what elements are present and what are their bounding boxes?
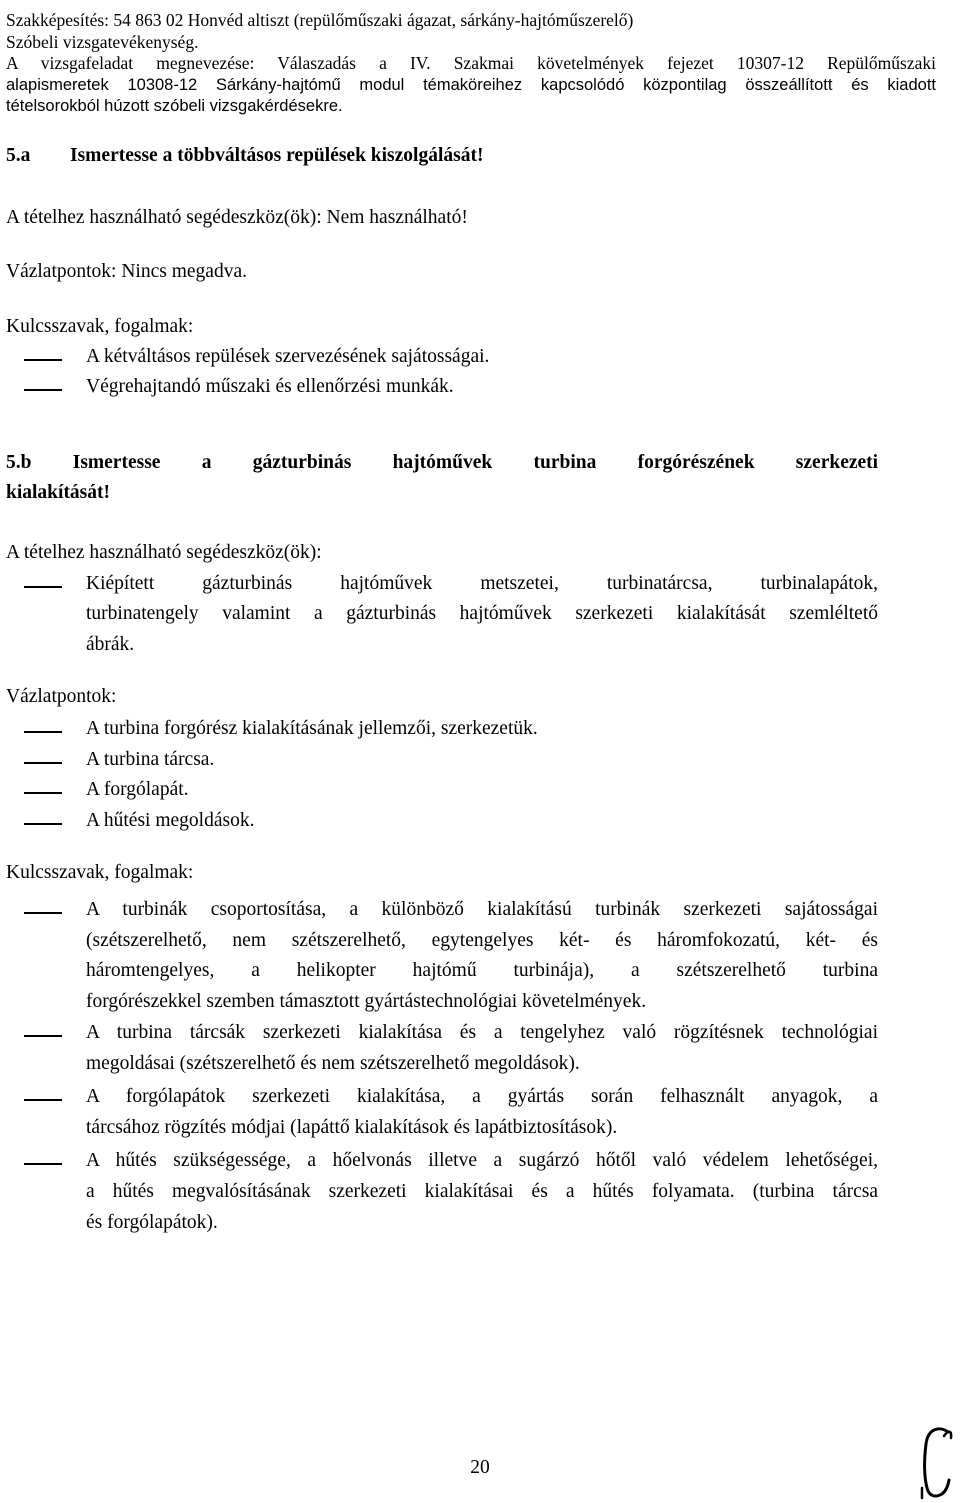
- section-a-tools: A tételhez használható segédeszköz(ök): Nem használható!: [6, 207, 468, 228]
- dash-bullet: [24, 792, 62, 794]
- section-b-outline-item: A forgólapát.: [86, 779, 189, 800]
- section-b-tools-line: turbinatengely valamint a gázturbinás hajtóművek szerkezeti kialakítását szemléltető: [86, 603, 878, 624]
- section-a-title: [6, 145, 878, 167]
- section-b-tools-line: Kiépített gázturbinás hajtóművek metszetei, turbinatárcsa, turbinalapátok,: [86, 573, 878, 594]
- section-b-title-word: turbina: [533, 452, 597, 473]
- document-header: [6, 10, 936, 118]
- section-b-keyword-line: A turbinák csoportosítása, a különböző kialakítású turbinák szerkezeti sajátosságai: [86, 899, 878, 920]
- section-b-number: 5.b: [6, 452, 32, 473]
- section-b-keyword-line: a hűtés megvalósításának szerkezeti kialakításai és a hűtés folyamata. (turbina tárcsa: [86, 1181, 878, 1202]
- section-a-keyword-item: Végrehajtandó műszaki és ellenőrzési munkák.: [86, 376, 454, 397]
- dash-bullet: [24, 1035, 62, 1037]
- dash-bullet: [24, 1099, 62, 1101]
- header-task-line2: alapismeretek 10308-12 Sárkány-hajtómű modul témaköreihez kapcsolódó központilag összeállított és kiadott: [6, 75, 936, 94]
- section-b-keywords-label: Kulcsszavak, fogalmak:: [6, 862, 194, 883]
- section-b-outline-item: A turbina forgórész kialakításának jellemzői, szerkezetük.: [86, 718, 538, 739]
- dash-bullet: [24, 359, 62, 361]
- section-b-keyword-line: forgórészekkel szemben támasztott gyártástechnológiai követelmények.: [86, 991, 647, 1012]
- section-a-keywords-label: Kulcsszavak, fogalmak:: [6, 316, 194, 337]
- section-a-title-text: Ismertesse a többváltásos repülések kiszolgálását!: [70, 145, 484, 166]
- section-b-outline-label: Vázlatpontok:: [6, 686, 117, 707]
- section-b-title-word: forgórészének: [637, 452, 755, 473]
- section-b-title: [6, 452, 878, 474]
- dash-bullet: [24, 912, 62, 914]
- section-a-keyword-item: A kétváltásos repülések szervezésének sajátosságai.: [86, 346, 490, 367]
- section-b-title-word: gázturbinás: [252, 452, 352, 473]
- section-b-title-word: Ismertesse: [72, 452, 161, 473]
- section-b-tools-line: ábrák.: [86, 634, 135, 655]
- section-b-keyword-line: A hűtés szükségessége, a hőelvonás illetve a sugárzó hőtől való védelem lehetőségei,: [86, 1150, 878, 1171]
- section-b-tools-label: A tételhez használható segédeszköz(ök):: [6, 542, 322, 563]
- section-b-title-line2: kialakítását!: [6, 482, 111, 503]
- section-b-title-word: szerkezeti: [795, 452, 879, 473]
- header-task-line1: A vizsgafeladat megnevezése: Válaszadás a IV. Szakmai követelmények fejezet 10307-12 Repülőműszaki: [6, 53, 936, 73]
- dash-bullet: [24, 586, 62, 588]
- header-exam-type: Szóbeli vizsgatevékenység.: [6, 31, 199, 52]
- page-number: 20: [470, 1457, 490, 1478]
- dash-bullet: [24, 762, 62, 764]
- section-a-number: 5.a: [6, 145, 31, 166]
- section-b-outline-item: A hűtési megoldások.: [86, 810, 255, 831]
- section-b-keyword-line: A forgólapátok szerkezeti kialakítása, a gyártás során felhasznált anyagok, a: [86, 1086, 878, 1107]
- section-b-keyword-line: tárcsához rögzítés módjai (lapáttő kialakítások és lapátbiztosítások).: [86, 1117, 618, 1138]
- section-b-keyword-line: (szétszerelhető, nem szétszerelhető, egytengelyes két- és háromfokozatú, két- és: [86, 930, 878, 951]
- dash-bullet: [24, 731, 62, 733]
- section-b-title-word: hajtóművek: [392, 452, 493, 473]
- section-b-title-word: a: [201, 452, 212, 473]
- handwritten-signature: [918, 1418, 958, 1500]
- section-b-keyword-line: megoldásai (szétszerelhető és nem szétszerelhető megoldások).: [86, 1053, 580, 1074]
- dash-bullet: [24, 389, 62, 391]
- section-b-keyword-line: A turbina tárcsák szerkezeti kialakítása és a tengelyhez való rögzítésnek technológiai: [86, 1022, 878, 1043]
- section-b-keyword-line: háromtengelyes, a helikopter hajtómű turbinája), a szétszerelhető turbina: [86, 960, 878, 981]
- section-b-keyword-line: és forgólapátok).: [86, 1212, 218, 1233]
- section-a-outline: Vázlatpontok: Nincs megadva.: [6, 261, 247, 282]
- header-task-line3: tételsorokból húzott szóbeli vizsgakérdésekre.: [6, 97, 343, 115]
- section-b-outline-item: A turbina tárcsa.: [86, 749, 215, 770]
- dash-bullet: [24, 823, 62, 825]
- dash-bullet: [24, 1163, 62, 1165]
- header-qualification: Szakképesítés: 54 863 02 Honvéd altiszt (repülőműszaki ágazat, sárkány-hajtóműszerelő): [6, 10, 634, 30]
